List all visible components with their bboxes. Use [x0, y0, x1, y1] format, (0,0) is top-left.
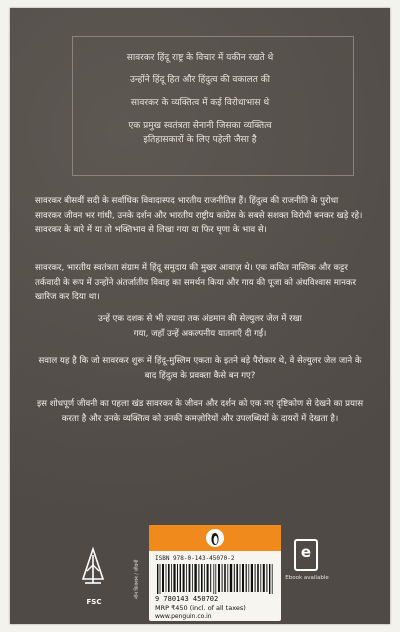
publisher-url: www.penguin.co.in: [155, 613, 212, 620]
paragraph-cellular-jail: उन्हें एक दशक से भी ज़्यादा तक अंडमान की सेल्युलर जेल में रखा गया, जहाँ उन्हें अकल्पनीय यातनाएँ दी गईं।: [98, 314, 302, 339]
paragraph-intro: सावरकर बीसवीं सदी के सर्वाधिक विवादास्पद भारतीय राजनीतिज्ञ हैं। हिंदुत्व की राजनीति के पुरोधा सावरकर जीवन भर गांधी, उनके दर्शन और भारतीय राष्ट्रीय कांग्रेस के सबसे सशक्त विरोधी बनकर खड़े रहे। सावरकर के बारे में या तो भक्तिभाव से लिखा गया या फिर घृणा के भाव से।: [35, 196, 363, 236]
quote-line-3: सावरकर के व्यक्तित्व में कई विरोधाभास थे: [130, 98, 270, 108]
ebook-label: Ebook available: [285, 575, 329, 581]
isbn-text: ISBN 978-0-143-45070-2: [155, 555, 235, 562]
penguin-logo-icon: [206, 529, 224, 547]
fsc-label: FSC: [86, 598, 102, 606]
paragraph-question: सवाल यह है कि जो सावरकर शुरू में हिंदू-मुस्लिम एकता के इतने बड़े पैरोकार थे, वे सेल्युलर जेल जाने के बाद हिंदुत्व के प्रवक्ता कैसे बन गए?: [38, 356, 362, 381]
back-cover: [10, 8, 390, 624]
paragraph-summary: इस शोधपूर्ण जीवनी का पहला खंड सावरकर के जीवन और दर्शन को एक नए दृष्टिकोण से देखने का प्रयास करता है और उनके व्यक्तित्व को उनकी कमज़ोरियों और उपलब्धियों के दायरों में देखता है।: [36, 399, 364, 424]
category-label: नॉन फ़िक्शन / जीवनी: [134, 559, 140, 599]
barcode-digits: 9 780143 450702: [155, 595, 219, 603]
ebook-letter: e: [300, 543, 312, 561]
quote-line-2: उन्होंने हिंदू हित और हिंदुत्व की वकालत की: [129, 75, 270, 85]
barcode-icon: [155, 564, 275, 594]
back-cover-footer: [10, 511, 390, 620]
price-label: MRP ₹450 (incl. of all taxes): [155, 604, 246, 612]
quote-line-4: एक प्रमुख स्वतंत्रता सेनानी जिसका व्यक्तित्व: [128, 121, 272, 131]
fsc-logo-icon: [75, 545, 111, 597]
quote-line-1: सावरकर हिंदू राष्ट्र के विचार में यकीन रखते थे: [126, 53, 274, 63]
ebook-icon: [294, 539, 318, 571]
barcode-card: [149, 525, 281, 621]
paragraph-voice: सावरकर, भारतीय स्वतंत्रता संग्राम में हिंदू समुदाय की मुखर आवाज़ थे। एक कथित नास्तिक और कट्टर तर्कवादी के रूप में उन्होंने अंतर्जातीय विवाह का समर्थन किया और गाय की पूजा को अंधविश्वास मानकर खारिज कर दिया था।: [35, 263, 357, 303]
publisher-badge: [149, 525, 281, 551]
quote-line-5: इतिहासकारों के लिए पहेली जैसा है: [143, 135, 257, 145]
